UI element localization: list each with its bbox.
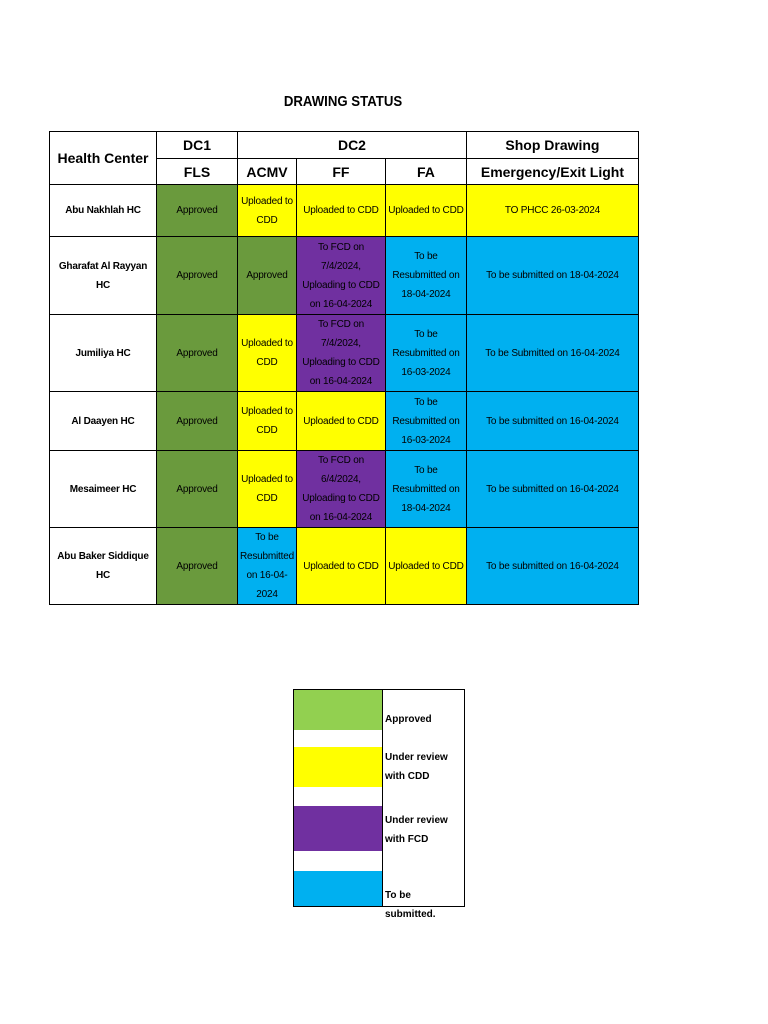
status-cell-acmv: Approved [238,237,297,315]
status-cell-fa: Uploaded to CDD [385,185,466,237]
status-cell-acmv: Uploaded to CDD [238,392,297,451]
legend-label-cdd: Under review with CDD [385,752,448,782]
table-row [50,528,639,605]
health-center-name: Abu Baker Siddique HC [50,528,157,605]
status-cell-fls: Approved [157,185,238,237]
health-center-name: Mesaimeer HC [50,451,157,528]
legend-label-approved: Approved [385,714,432,725]
status-cell-acmv: Uploaded to CDD [238,451,297,528]
status-cell-ff: Uploaded to CDD [296,185,385,237]
status-cell-acmv: To be Resubmitted on 16-04-2024 [238,528,297,605]
status-cell-fls: Approved [157,392,238,451]
status-cell-ff: Uploaded to CDD [296,392,385,451]
drawing-status-table [49,131,639,605]
health-center-name: Abu Nakhlah HC [50,185,157,237]
header-fls: FLS [157,159,238,185]
header-dc2: DC2 [238,132,467,159]
status-cell-fls: Approved [157,237,238,315]
status-cell-ff: To FCD on 7/4/2024, Uploading to CDD on 16-04-2024 [296,237,385,315]
status-cell-fa: To be Resubmitted on 16-03-2024 [385,392,466,451]
status-cell-shop-drawing: TO PHCC 26-03-2024 [466,185,638,237]
table-row [50,237,639,315]
header-emergency-exit-light: Emergency/Exit Light [466,159,638,185]
status-cell-shop-drawing: To be submitted on 18-04-2024 [466,237,638,315]
header-fa: FA [385,159,466,185]
status-cell-acmv: Uploaded to CDD [238,315,297,392]
header-shop-drawing: Shop Drawing [466,132,638,159]
health-center-name: Gharafat Al Rayyan HC [50,237,157,315]
health-center-name: Al Daayen HC [50,392,157,451]
status-cell-fa: To be Resubmitted on 16-03-2024 [385,315,466,392]
status-cell-shop-drawing: To be submitted on 16-04-2024 [466,528,638,605]
status-cell-fa: To be Resubmitted on 18-04-2024 [385,237,466,315]
status-cell-fls: Approved [157,315,238,392]
legend-divider [382,690,383,906]
status-cell-ff: To FCD on 6/4/2024, Uploading to CDD on 16-04-2024 [296,451,385,528]
status-cell-ff: To FCD on 7/4/2024, Uploading to CDD on 16-04-2024 [296,315,385,392]
header-dc1: DC1 [157,132,238,159]
status-cell-fls: Approved [157,528,238,605]
status-cell-fa: To be Resubmitted on 18-04-2024 [385,451,466,528]
status-cell-ff: Uploaded to CDD [296,528,385,605]
status-cell-shop-drawing: To be submitted on 16-04-2024 [466,451,638,528]
status-cell-shop-drawing: To be submitted on 16-04-2024 [466,392,638,451]
status-cell-acmv: Uploaded to CDD [238,185,297,237]
table-row [50,315,639,392]
table-row [50,185,639,237]
legend-swatch-approved [294,690,382,730]
status-cell-shop-drawing: To be Submitted on 16-04-2024 [466,315,638,392]
legend-swatch-fcd [294,806,382,851]
header-health-center: Health Center [50,132,157,185]
legend-swatch-cdd [294,747,382,787]
table-row [50,451,639,528]
legend-label-fcd: Under review with FCD [385,815,448,845]
header-ff: FF [296,159,385,185]
color-legend [293,689,465,920]
health-center-name: Jumiliya HC [50,315,157,392]
status-cell-fls: Approved [157,451,238,528]
legend-swatch-submitted [294,871,382,906]
legend-label-submitted: To be submitted. [385,890,436,920]
table-row [50,392,639,451]
page-title: DRAWING STATUS [283,93,403,110]
header-acmv: ACMV [238,159,297,185]
status-cell-fa: Uploaded to CDD [385,528,466,605]
